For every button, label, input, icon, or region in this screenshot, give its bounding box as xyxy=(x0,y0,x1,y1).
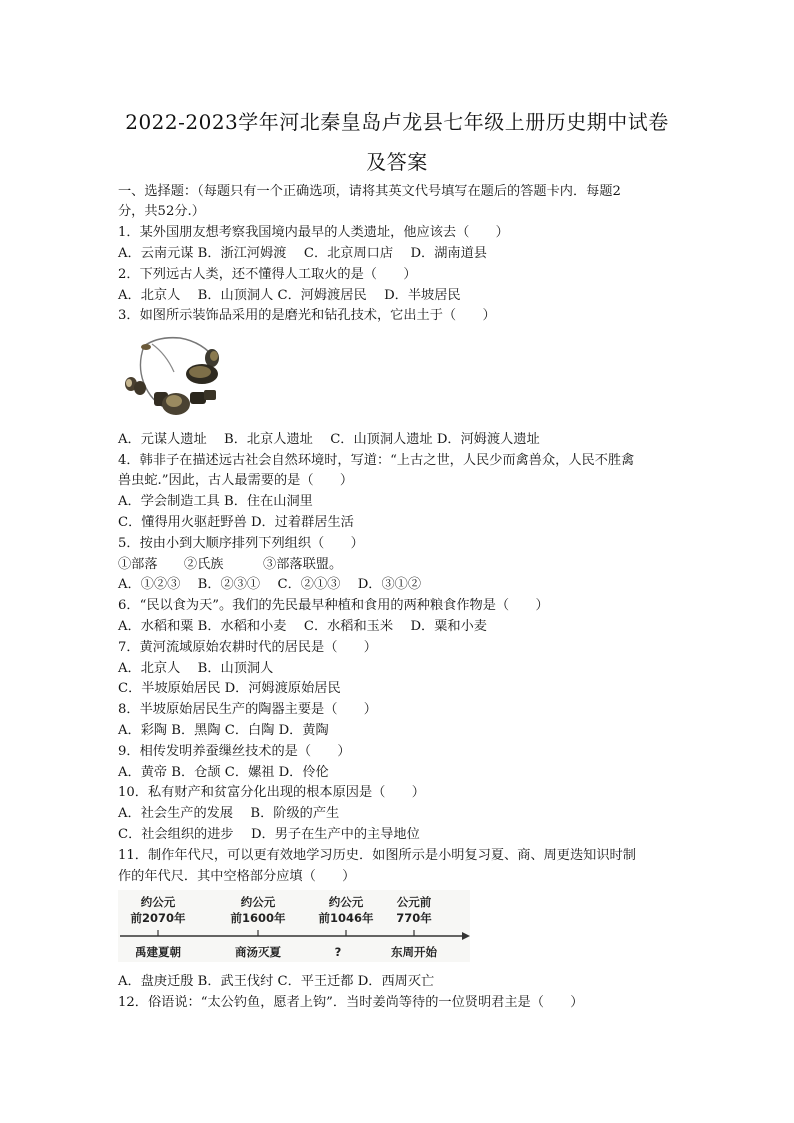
timeline-date-4-top: 公元前 xyxy=(396,895,432,909)
section-instructions-1: 一、选择题：（每题只有一个正确选项，请将其英文代号填写在题后的答题卡内．每题2 xyxy=(118,184,621,199)
question-7: 7．黄河流域原始农耕时代的居民是（ ） xyxy=(118,640,377,655)
question-10-options-ab: A．社会生产的发展 B．阶级的产生 xyxy=(118,806,340,821)
timeline-event-2: 商汤灭夏 xyxy=(235,945,281,959)
question-1: 1．某外国朋友想考察我国境内最早的人类遗址，他应该去（ ） xyxy=(118,225,509,240)
page-title-line-1: 2022-2023学年河北秦皇岛卢龙县七年级上册历史期中试卷 xyxy=(125,110,669,134)
question-5: 5．按由小到大顺序排列下列组织（ ） xyxy=(118,536,364,551)
page-title-line-2: 及答案 xyxy=(366,150,428,174)
timeline-event-4: 东周开始 xyxy=(391,945,437,959)
question-9-options: A．黄帝 B．仓颉 C．嫘祖 D．伶伦 xyxy=(118,765,329,780)
question-7-options-ab: A．北京人 B．山顶洞人 xyxy=(118,661,274,676)
question-3-options: A．元谋人遗址 B．北京人遗址 C．山顶洞人遗址 D．河姆渡人遗址 xyxy=(118,432,540,447)
question-2: 2．下列远古人类，还不懂得人工取火的是（ ） xyxy=(118,267,417,282)
timeline-date-3-top: 约公元 xyxy=(328,895,364,909)
timeline-date-1-top: 约公元 xyxy=(140,895,176,909)
question-4-options-ab: A．学会制造工具 B．住在山洞里 xyxy=(118,494,313,509)
question-12: 12．俗语说：“太公钓鱼，愿者上钩”．当时姜尚等待的一位贤明君主是（ ） xyxy=(118,995,584,1010)
timeline-date-3-bottom: 前1046年 xyxy=(318,911,374,925)
question-4-line-1: 4．韩非子在描述远古社会自然环境时，写道：“上古之世，人民少而禽兽众，人民不胜禽 xyxy=(118,453,635,468)
question-7-options-cd: C．半坡原始居民 D．河姆渡原始居民 xyxy=(118,681,341,696)
timeline-date-2-top: 约公元 xyxy=(240,895,276,909)
question-10-options-cd: C．社会组织的进步 D．男子在生产中的主导地位 xyxy=(118,827,420,842)
section-instructions-2: 分，共52分.） xyxy=(118,204,205,219)
question-5-options: A．①②③ B．②③① C．②①③ D．③①② xyxy=(118,577,422,592)
question-11-line-1: 11．制作年代尺，可以更有效地学习历史．如图所示是小明复习夏、商、周更迭知识时制 xyxy=(118,848,636,863)
timeline-date-1-bottom: 前2070年 xyxy=(130,911,186,925)
timeline-date-2-bottom: 前1600年 xyxy=(230,911,286,925)
question-8-options: A．彩陶 B．黑陶 C．白陶 D．黄陶 xyxy=(118,723,329,738)
timeline-date-4-bottom: 770年 xyxy=(396,911,432,925)
ornament-necklace-image xyxy=(118,328,230,422)
question-4-options-cd: C．懂得用火驱赶野兽 D．过着群居生活 xyxy=(118,515,354,530)
question-6-options: A．水稻和粟 B．水稻和小麦 C．水稻和玉米 D．粟和小麦 xyxy=(118,619,487,634)
question-9: 9．相传发明养蚕缫丝技术的是（ ） xyxy=(118,744,351,759)
question-11-line-2: 作的年代尺．其中空格部分应填（ ） xyxy=(118,869,356,884)
timeline-event-1: 禹建夏朝 xyxy=(135,945,181,959)
question-4-line-2: 兽虫蛇.”因此，古人最需要的是（ ） xyxy=(118,473,354,488)
question-2-options: A．北京人 B．山顶洞人 C．河姆渡居民 D．半坡居民 xyxy=(118,288,461,303)
question-8: 8．半坡原始居民生产的陶器主要是（ ） xyxy=(118,702,377,717)
timeline-event-3: ? xyxy=(334,945,342,959)
question-11-options: A．盘庚迁殷 B．武王伐纣 C．平王迁都 D．西周灭亡 xyxy=(118,974,435,989)
timeline-figure xyxy=(118,890,470,962)
question-3: 3．如图所示装饰品采用的是磨光和钻孔技术，它出土于（ ） xyxy=(118,308,496,323)
question-6: 6．“民以食为天”。我们的先民最早种植和食用的两种粮食作物是（ ） xyxy=(118,598,549,613)
question-5-items: ①部落 ②氏族 ③部落联盟。 xyxy=(118,557,343,572)
question-1-options: A．云南元谋 B．浙江河姆渡 C．北京周口店 D．湖南道县 xyxy=(118,246,487,261)
question-10: 10．私有财产和贫富分化出现的根本原因是（ ） xyxy=(118,785,425,800)
